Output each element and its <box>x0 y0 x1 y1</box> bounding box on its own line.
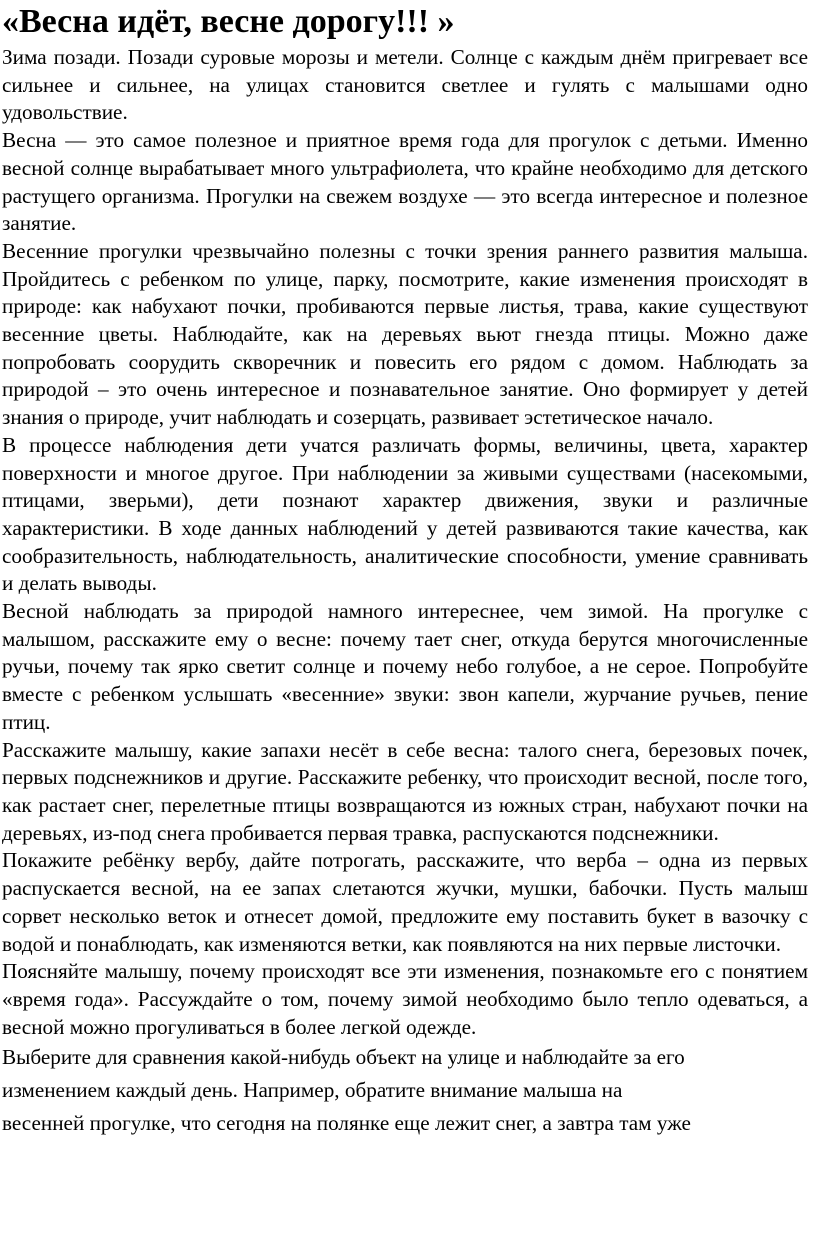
paragraph-spring-walks: Весенние прогулки чрезвычайно полезны с точки зрения раннего развития малыша. Пройдитесь с ребенком по улице, парку, посмотрите, какие изменения происходят в природе: как набухают почки, пробиваются первые листья, трава, какие существуют весенние цветы. Наблюдайте, как на деревьях вьют гнезда птицы. Можно даже попробовать соорудить скворечник и повесить его рядом с домом. Наблюдать за природой – это очень интересное и познавательное занятие. Оно формирует у детей знания о природе, учит наблюдать и созерцать, развивает эстетическое начало. <box>2 238 808 430</box>
paragraph-compare-line: весенней прогулке, что сегодня на полянке еще лежит снег, а завтра там уже <box>2 1111 691 1136</box>
paragraph-willow: Покажите ребёнку вербу, дайте потрогать, расскажите, что верба – одна из первых распускается весной, на ее запах слетаются жучки, мушки, бабочки. Пусть малыш сорвет несколько веток и отнесет домой, предложите ему поставить букет в вазочку с водой и понаблюдать, как изменяются ветки, как появляются на них первые листочки. <box>2 848 808 956</box>
paragraph-spring-benefits: Весна — это самое полезное и приятное время года для прогулок с детьми. Именно весной солнце вырабатывает много ультрафиолета, что крайне необходимо для детского растущего организма. Прогулки на свежем воздухе — это всегда интересное и полезное занятие. <box>2 128 808 236</box>
paragraph-spring-smells: Расскажите малышу, какие запахи несёт в себе весна: талого снега, березовых почек, первых подснежников и другие. Расскажите ребенку, что происходит весной, после того, как растает снег, перелетные птицы возвращаются из южных стран, набухают почки на деревьях, из-под снега пробивается первая травка, распускаются подснежники. <box>2 737 808 845</box>
paragraph-seasons: Поясняйте малышу, почему происходят все эти изменения, познакомьте его с понятием «время года». Рассуждайте о том, почему зимой необходимо было тепло одеваться, а весной можно прогуливаться в более легкой одежде. <box>2 959 808 1039</box>
paragraph-compare <box>2 1041 808 1140</box>
document-title: «Весна идёт, весне дорогу!!! » <box>2 3 455 40</box>
paragraph-spring-nature: Весной наблюдать за природой намного интереснее, чем зимой. На прогулке с малышом, расскажите ему о весне: почему тает снег, откуда берутся многочисленные ручьи, почему так ярко светит солнце и почему небо голубое, а не серое. Попробуйте вместе с ребенком услышать «весенние» звуки: звон капели, журчание ручьев, пение птиц. <box>2 599 808 734</box>
paragraph-compare-line: Выберите для сравнения какой-нибудь объект на улице и наблюдайте за его <box>2 1045 685 1070</box>
paragraph-observation: В процессе наблюдения дети учатся различать формы, величины, цвета, характер поверхности и многое другое. При наблюдении за живыми существами (насекомыми, птицами, зверьми), дети познают характер движения, звуки и различные характеристики. В ходе данных наблюдений у детей развиваются такие качества, как сообразительность, наблюдательность, аналитические способности, умение сравнивать и делать выводы. <box>2 432 808 596</box>
paragraph-intro: Зима позади. Позади суровые морозы и метели. Солнце с каждым днём пригревает все сильнее и сильнее, на улицах становится светлее и гулять с малышами одно удовольствие. <box>2 45 808 125</box>
paragraph-compare-line: изменением каждый день. Например, обратите внимание малыша на <box>2 1078 623 1103</box>
